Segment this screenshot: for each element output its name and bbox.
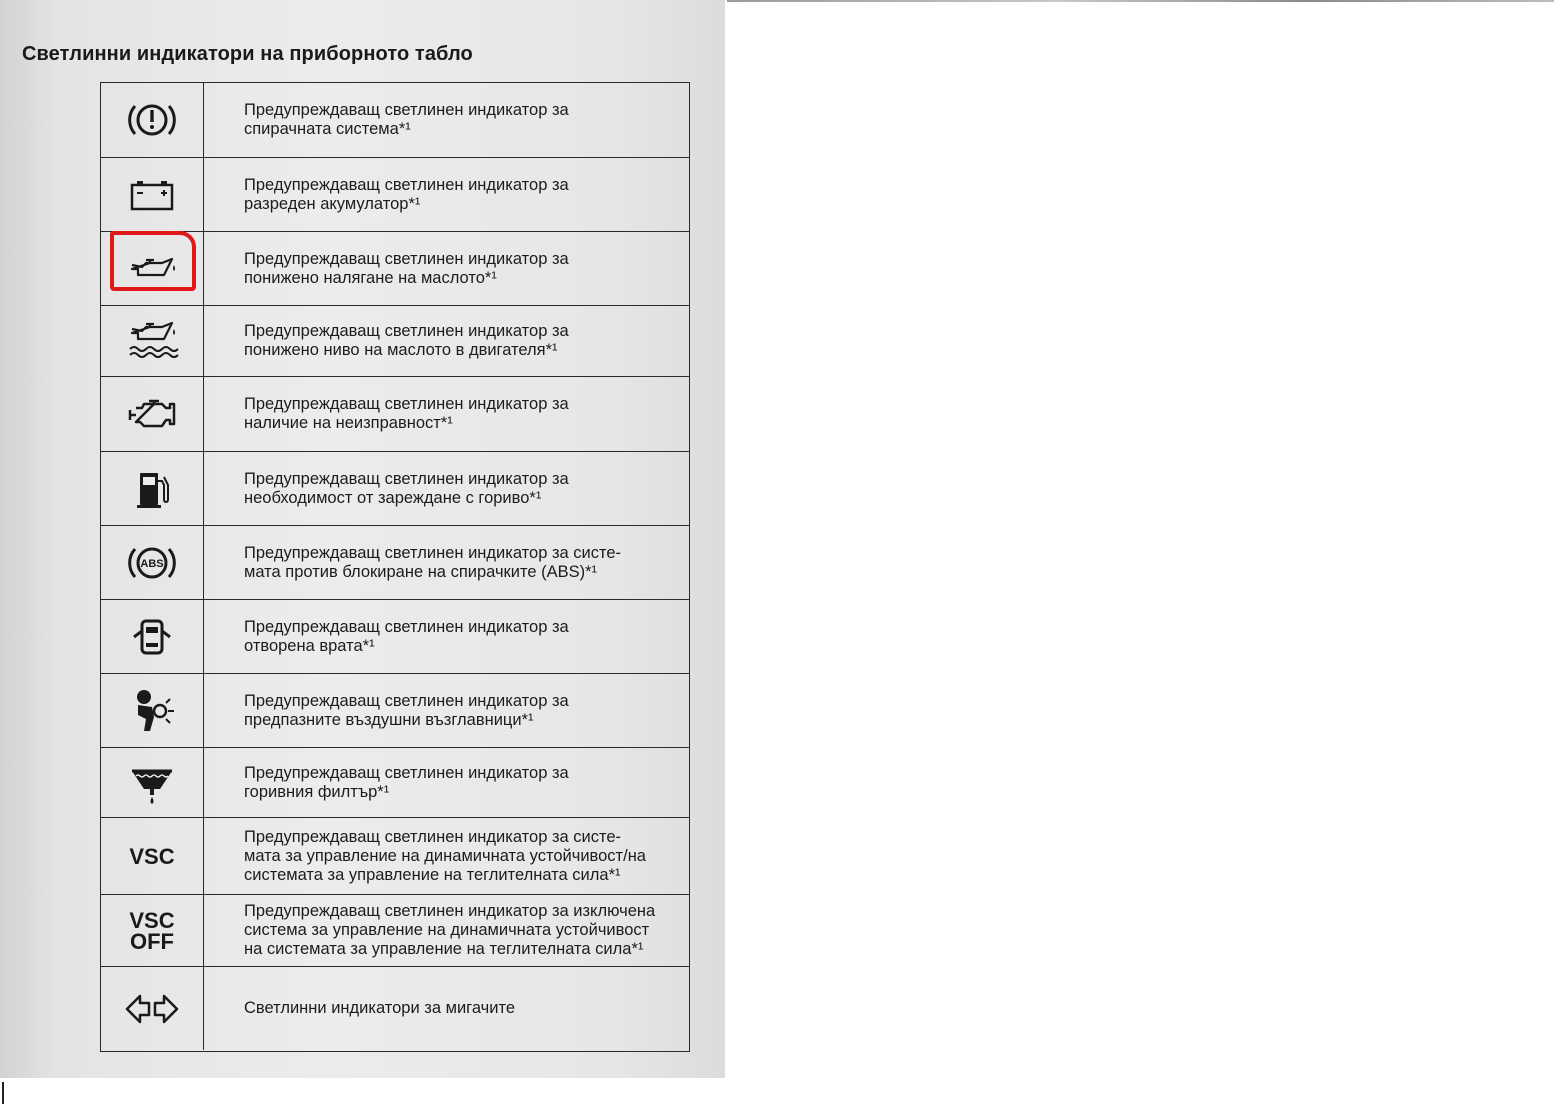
table-row — [101, 158, 689, 232]
vsc-icon — [101, 818, 204, 894]
row-description: Светлинни индикатори за мигачите — [244, 999, 516, 1017]
table-row — [101, 895, 689, 967]
row-description: Предупреждаващ светлинен индикатор за горивния филтър*¹ — [244, 763, 569, 801]
table-row — [101, 748, 689, 818]
row-description: Предупреждаващ светлинен индикатор за отворена врата*¹ — [244, 617, 569, 655]
page-title: Светлинни индикатори на приборното табло — [22, 43, 473, 65]
row-description: Предупреждаващ светлинен индикатор за необходимост от зареждане с гориво*¹ — [244, 469, 569, 507]
row-description: Предупреждаващ светлинен индикатор за предпазните въздушни възглавници*¹ — [244, 691, 569, 729]
row-description: Предупреждаващ светлинен индикатор за понижено налягане на маслото*¹ — [244, 249, 569, 287]
airbag-icon — [101, 674, 204, 747]
abs-icon — [101, 526, 204, 599]
table-row — [101, 674, 689, 748]
fuel-pump-icon — [101, 452, 204, 525]
turn-signal-icon — [101, 967, 204, 1050]
table-row — [101, 306, 689, 377]
table-row — [101, 377, 689, 452]
abs-label: ABS — [140, 557, 164, 570]
top-rule — [727, 0, 1554, 2]
indicator-table — [100, 82, 690, 1052]
battery-icon — [101, 158, 204, 231]
brake-warning-icon — [101, 83, 204, 157]
row-description: Предупреждаващ светлинен индикатор за изключена система за управление на динамичната устойчивост на системата за управление на теглителната сила*¹ — [244, 902, 656, 958]
row-description: Предупреждаващ светлинен индикатор за разреден акумулатор*¹ — [244, 175, 569, 213]
row-description: Предупреждаващ светлинен индикатор за спирачната система*¹ — [244, 101, 569, 138]
oil-pressure-icon — [101, 232, 204, 305]
vsc-label: VSC — [129, 843, 175, 869]
table-row — [101, 83, 689, 158]
row-description: Предупреждаващ светлинен индикатор за понижено ниво на маслото в двигателя*¹ — [244, 322, 569, 359]
fuel-filter-icon — [101, 748, 204, 817]
vsc-off-icon — [101, 895, 204, 966]
check-engine-icon — [101, 377, 204, 451]
table-row — [101, 526, 689, 600]
row-description: Предупреждаващ светлинен индикатор за систе- мата за управление на динамичната устойчивост/на системата за управление на теглителната сила*¹ — [244, 827, 646, 884]
edge-mark — [2, 1082, 4, 1104]
vsc-off-label: VSC OFF — [129, 907, 175, 954]
table-row — [101, 967, 689, 1050]
table-row — [101, 452, 689, 526]
table-row — [101, 600, 689, 674]
row-description: Предупреждаващ светлинен индикатор за наличие на неизправност*¹ — [244, 395, 569, 432]
row-description: Предупреждаващ светлинен индикатор за систе- мата против блокиране на спирачките (ABS)*¹ — [244, 543, 622, 581]
door-open-icon — [101, 600, 204, 673]
table-row — [101, 818, 689, 895]
table-row — [101, 232, 689, 306]
oil-level-icon — [101, 306, 204, 376]
